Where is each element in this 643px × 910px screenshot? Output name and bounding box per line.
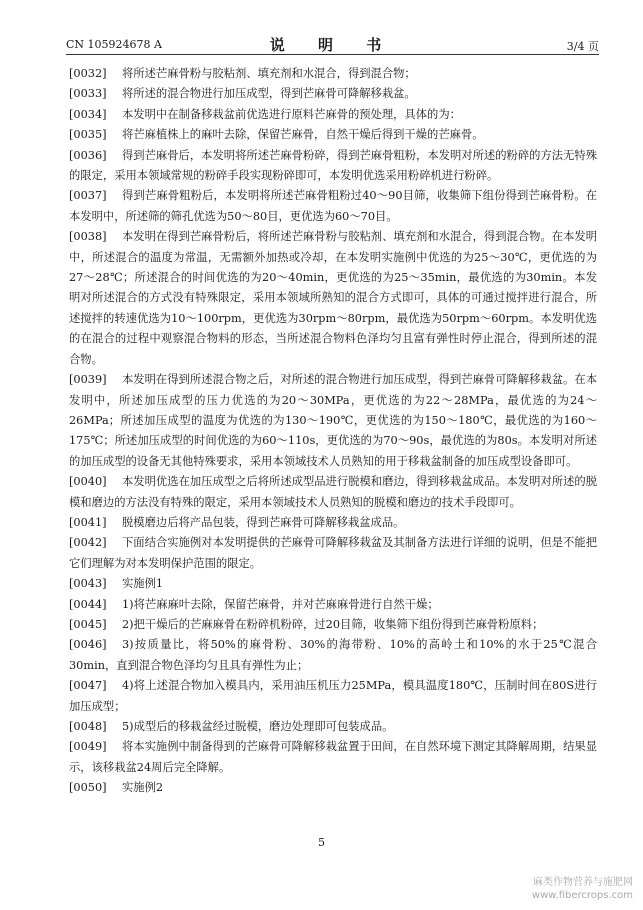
paragraph-text: 本发明在得到芒麻骨粉后，将所述芒麻骨粉与胶粘剂、填充剂和水混合，得到混合物。在本发明中，所述混合的温度为常温，无需额外加热或冷却，在本发明实施例中优选的为25～30℃，更优选的为27～28℃；所述混合的时间优选的为20～40min，更优选的为25～35min，最优选的为30min。本发明对所述混合的方式没有特殊限定，采用本领域所熟知的混合方式即可，具体的可通过搅拌进行混合，所述搅拌的转速优选为10～100rpm，更优选为30rpm～80rpm，最优选为50rpm～60rpm。本发明优选的在混合的过程中观察混合物料的形态，当所述混合物料色泽均匀且富有弹性时停止混合，得到所述的混合物。 xyxy=(69,230,597,366)
paragraph xyxy=(69,533,597,574)
paragraph xyxy=(69,574,597,594)
paragraph-text: 5)成型后的移栽盆经过脱模，磨边处理即可包装成品。 xyxy=(122,720,394,733)
paragraph-text: 将芒麻植株上的麻叶去除，保留芒麻骨，自然干燥后得到干燥的芒麻骨。 xyxy=(122,128,484,142)
paragraph-text: 将所述芒麻骨粉与胶粘剂、填充剂和水混合，得到混合物； xyxy=(122,67,416,80)
paragraph-number: [0032] xyxy=(69,67,107,80)
watermark xyxy=(532,876,633,902)
page-number: 5 xyxy=(318,836,325,849)
paragraph-text: 本发明在得到所述混合物之后，对所述的混合物进行加压成型，得到芒麻骨可降解移栽盆。在本发明中，所述加压成型的压力优选的为20～30MPa，更优选的为22～28MPa，最优选的为24～26MPa；所述加压成型的温度为优选的为130～190℃，更优选的为150～180℃，最优选的为160～175℃；所述加压成型的时间优选的为60～110s，更优选的为70～90s，最优选的为80s。本发明对所述的加压成型的设备无其他特殊要求，采用本领域技术人员熟知的用于移栽盆制备的加压成型设备即可。 xyxy=(69,373,597,468)
paragraph-text: 下面结合实施例对本发明提供的芒麻骨可降解移栽盆及其制备方法进行详细的说明，但是不能把它们理解为对本发明保护范围的限定。 xyxy=(69,536,597,570)
paragraph-number: [0044] xyxy=(69,597,107,611)
paragraph-text: 3)按质量比，将50%的麻骨粉、30%的海带粉、10%的高岭土和10%的水于25℃混合30min，直到混合物色泽均匀且具有弹性为止； xyxy=(69,638,597,672)
paragraph-number: [0038] xyxy=(69,230,107,244)
paragraph-number: [0037] xyxy=(69,189,107,203)
paragraph-text: 2)把干燥后的芒麻麻骨在粉碎机粉碎，过20目筛，收集筛下组份得到芒麻骨粉原料； xyxy=(122,617,544,631)
page-count: 3/4 页 xyxy=(566,40,599,53)
paragraph-number: [0033] xyxy=(69,87,107,101)
paragraph xyxy=(69,595,597,615)
paragraph-number: [0034] xyxy=(69,107,107,121)
paragraph xyxy=(69,472,597,513)
paragraph-number: [0048] xyxy=(69,720,107,733)
watermark-url: www.fibercrops.com xyxy=(531,890,633,901)
paragraph-number: [0040] xyxy=(69,475,107,489)
paragraph-number: [0035] xyxy=(69,128,107,142)
paragraph-text: 本发明中在制备移栽盆前优选进行原料芒麻骨的预处理，具体的为： xyxy=(122,107,461,121)
watermark-title: 麻类作物营养与施肥网 xyxy=(533,877,633,888)
paragraph-number: [0047] xyxy=(69,679,107,693)
paragraph-number: [0046] xyxy=(69,638,107,652)
paragraph xyxy=(69,717,597,737)
paragraph-text: 1)将芒麻麻叶去除，保留芒麻骨，并对芒麻麻骨进行自然干燥； xyxy=(122,597,439,611)
paragraph-number: [0036] xyxy=(69,148,107,162)
paragraph xyxy=(69,64,597,84)
paragraph xyxy=(69,370,597,472)
paragraph-number: [0042] xyxy=(69,536,107,550)
paragraph xyxy=(69,615,597,635)
paragraph xyxy=(69,635,597,676)
paragraph-text: 4)将上述混合物加入模具内，采用油压机压力25MPa，模具温度180℃，压制时间在80S进行加压成型； xyxy=(69,679,597,713)
paragraph-text: 得到芒麻骨后，本发明将所述芒麻骨粉碎，得到芒麻骨粗粉，本发明对所述的粉碎的方法无特殊的限定，采用本领域常规的粉碎手段实现粉碎即可，本发明优选采用粉碎机进行粉碎。 xyxy=(69,148,597,183)
paragraph-number: [0041] xyxy=(69,515,107,529)
paragraph xyxy=(69,186,597,227)
paragraph xyxy=(69,146,597,187)
paragraph-text: 实施例2 xyxy=(122,781,164,795)
document-body xyxy=(69,64,597,799)
paragraph xyxy=(69,737,597,778)
paragraph-number: [0045] xyxy=(69,617,107,631)
page-header xyxy=(66,34,599,55)
paragraph xyxy=(69,676,597,717)
paragraph xyxy=(69,105,597,125)
paragraph-text: 得到芒麻骨粗粉后，本发明将所述芒麻骨粗粉过40～90目筛，收集筛下组份得到芒麻骨粉。在本发明中，所述筛的筛孔优选为50～80目，更优选为60～70目。 xyxy=(69,189,597,223)
paragraph-number: [0050] xyxy=(69,781,107,795)
paragraph-text: 本发明优选在加压成型之后将所述成型品进行脱模和磨边，得到移栽盆成品。本发明对所述的脱模和磨边的方法没有特殊的限定，采用本领域技术人员熟知的脱模和磨边的技术手段即可。 xyxy=(69,475,597,509)
paragraph-text: 脱模磨边后将产品包装，得到芒麻骨可降解移栽盆成品。 xyxy=(122,515,405,529)
paragraph-number: [0043] xyxy=(69,577,107,591)
document-title: 说 明 书 xyxy=(269,36,396,54)
paragraph xyxy=(69,513,597,533)
paragraph-text: 将本实施例中制备得到的芒麻骨可降解移栽盆置于田间，在自然环境下测定其降解周期，结果显示，该移栽盆24周后完全降解。 xyxy=(69,740,597,774)
paragraph xyxy=(69,227,597,370)
paragraph xyxy=(69,125,597,145)
paragraph-number: [0049] xyxy=(69,740,107,754)
paragraph xyxy=(69,778,597,798)
document-number: CN 105924678 A xyxy=(66,38,162,51)
paragraph-text: 实施例1 xyxy=(122,577,164,591)
paragraph-number: [0039] xyxy=(69,373,107,387)
paragraph xyxy=(69,84,597,104)
paragraph-text: 将所述的混合物进行加压成型，得到芒麻骨可降解移栽盆。 xyxy=(122,87,416,101)
